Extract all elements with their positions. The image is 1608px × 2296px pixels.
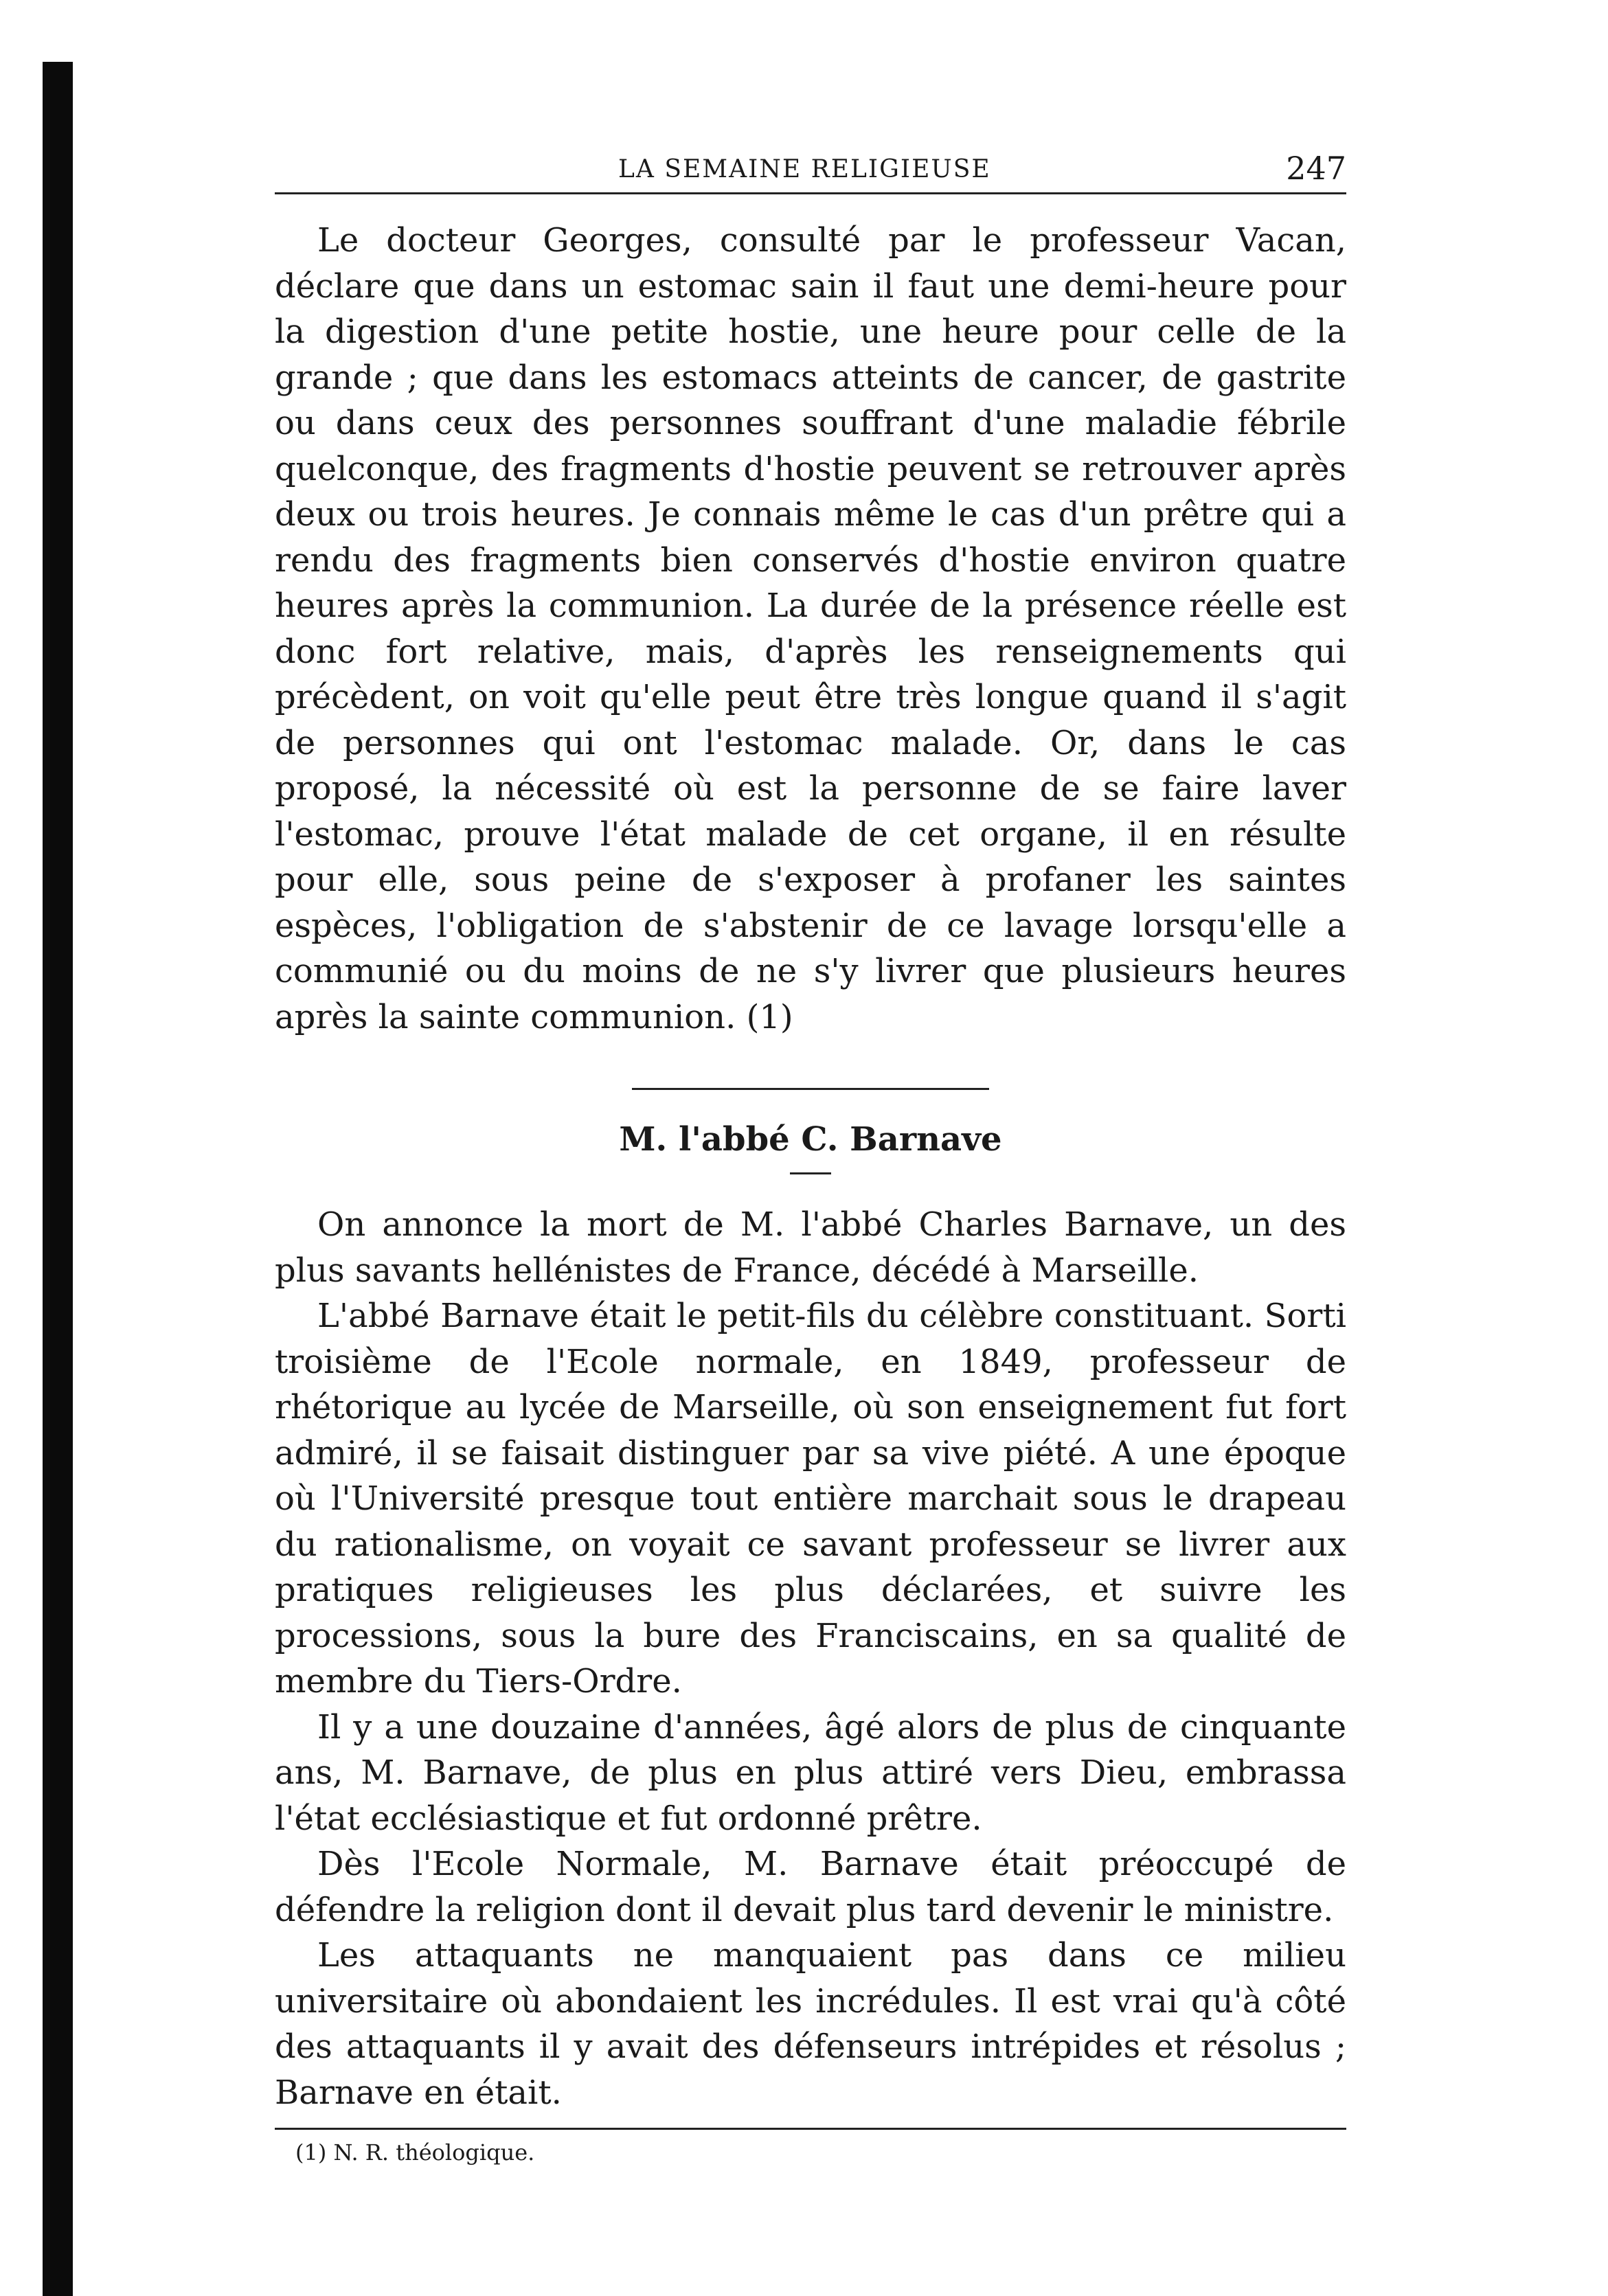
footnote: (1) N. R. théologique.: [295, 2139, 535, 2166]
article2-paragraph-3: Il y a une douzaine d'années, âgé alors de plus de cinquante ans, M. Barnave, de plus en plus attiré vers Dieu, embrassa l'état ecclésiastique et fut ordonné prêtre.: [275, 1707, 1346, 1838]
binding-edge: [43, 62, 73, 2296]
article1-paragraph: Le docteur Georges, consulté par le professeur Vacan, déclare que dans un estomac sain il faut une demi-heure pour la digestion d'une petite hostie, une heure pour celle de la grande ; que dans les estomacs atteints de cancer, de gastrite ou dans ceux des personnes souffrant d'une maladie fébrile quelconque, des fragments d'hostie peuvent se retrouver après deux ou trois heures. Je connais même le cas d'un prêtre qui a rendu des fragments bien conservés d'hostie environ quatre heures après la communion. La durée de la présence réelle est donc fort relative, mais, d'après les renseignements qui précèdent, on voit qu'elle peut être très longue quand il s'agit de personnes qui ont l'estomac malade. Or, dans le cas proposé, la nécessité où est la personne de se faire laver l'estomac, prouve l'état malade de cet organe, il en résulte pour elle, sous peine de s'exposer à profaner les saintes espèces, l'obligation de s'abstenir de ce lavage lorsqu'elle a communié ou du moins de ne s'y livrer que plusieurs heures après la sainte communion. (1): [275, 221, 1346, 1036]
footnote-rule: [275, 2128, 1346, 2130]
article2-heading: M. l'abbé C. Barnave: [619, 1120, 1002, 1159]
page: [275, 144, 1346, 2166]
heading-dash: [790, 1172, 831, 1174]
running-title: LA SEMAINE RELIGIEUSE: [618, 155, 991, 183]
section-break-rule: [632, 1088, 989, 1090]
article2-paragraph-1: On annonce la mort de M. l'abbé Charles Barnave, un des plus savants hellénistes de France, décédé à Marseille.: [275, 1205, 1346, 1290]
article2-paragraph-5: Les attaquants ne manquaient pas dans ce milieu universitaire où abondaient les incrédules. Il est vrai qu'à côté des attaquants il y avait des défenseurs intrépides et résolus ; Barnave en était.: [275, 1936, 1346, 2112]
article2-paragraph-4: Dès l'Ecole Normale, M. Barnave était préoccupé de défendre la religion dont il devait plus tard devenir le ministre.: [275, 1845, 1346, 1929]
article2-paragraph-2: L'abbé Barnave était le petit-fils du célèbre constituant. Sorti troisième de l'Ecole normale, en 1849, professeur de rhétorique au lycée de Marseille, où son enseignement fut fort admiré, il se faisait distinguer par sa vive piété. A une époque où l'Université presque tout entière marchait sous le drapeau du rationalisme, on voyait ce savant professeur se livrer aux pratiques religieuses les plus déclarées, et suivre les processions, sous la bure des Franciscains, en sa qualité de membre du Tiers-Ordre.: [275, 1297, 1346, 1701]
running-head: [275, 144, 1346, 194]
page-number: 247: [1286, 150, 1346, 187]
